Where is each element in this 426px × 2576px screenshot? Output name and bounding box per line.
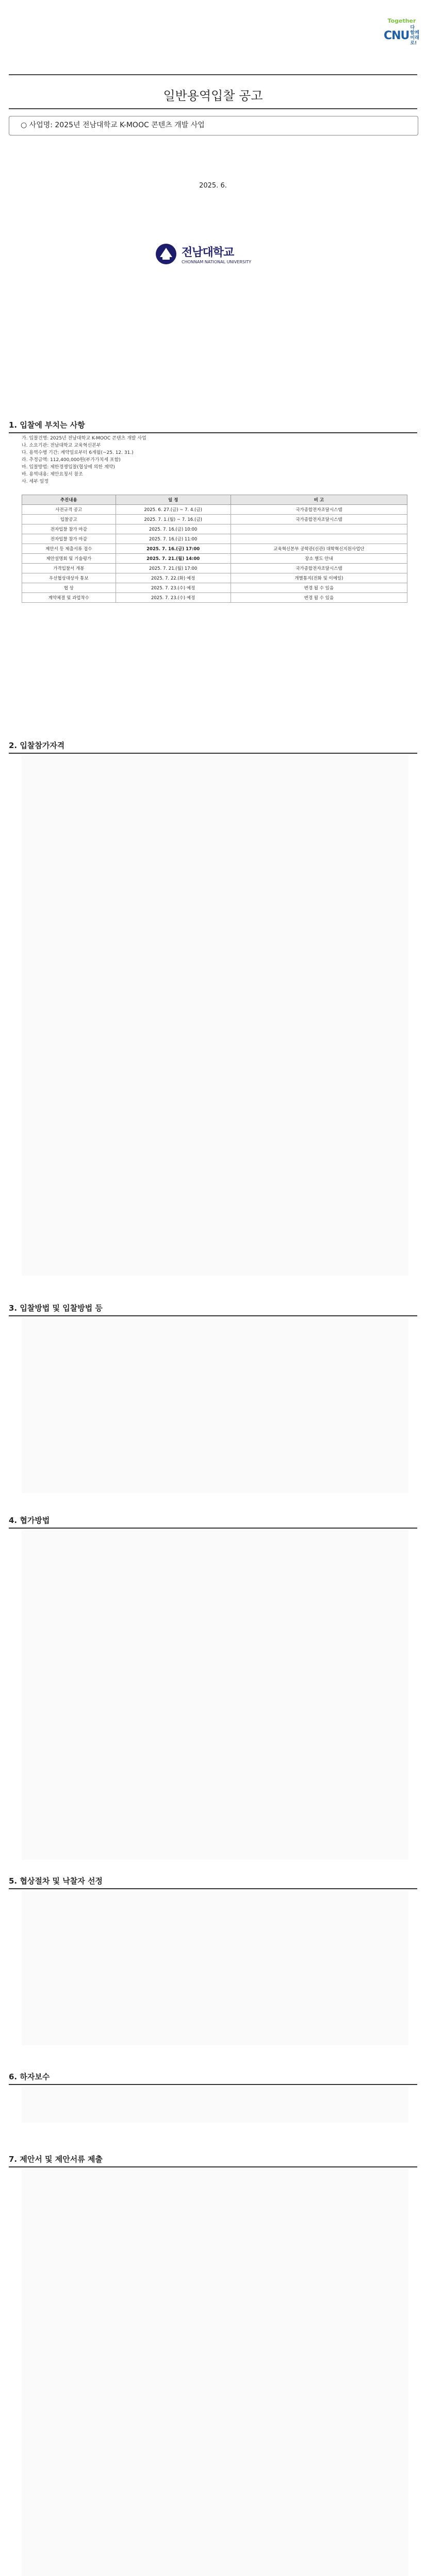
schedule-table: [22, 495, 407, 603]
page-title: 일반용역입찰 공고: [163, 89, 263, 103]
section-7: [9, 2154, 417, 2167]
cnu-slogan-logo: [384, 18, 420, 46]
section-1: [9, 419, 417, 433]
section-4-body: [22, 1530, 408, 1860]
section-3: [9, 1302, 417, 1316]
logo-together: Together: [387, 18, 416, 24]
table-header: 추진내용: [22, 495, 116, 505]
university-logo: [155, 241, 271, 267]
table-row: 우선협상대상자 통보 2025. 7. 22.(화) 예정 개별통지(전화 및 이메일): [22, 573, 407, 583]
section-heading: 3. 입찰방법 및 입찰방법 등: [9, 1303, 103, 1313]
title-bottom-rule: [9, 108, 417, 109]
section-5-body: [22, 1891, 408, 2045]
table-row: 전자입찰 참가 마감 2025. 7. 16.(금) 10:00: [22, 524, 407, 534]
table-row: 사전규격 공고 2025. 6. 27.(금) ~ 7. 4.(금) 국가종합전자조달시스템: [22, 505, 407, 515]
section-5: [9, 1875, 417, 1889]
table-row: 제안서 등 제출서류 접수 2025. 7. 16.(금) 17:00 교육혁신본부 공학관(신관) 대학혁신지원사업단: [22, 544, 407, 554]
table-row: 입찰공고 2025. 7. 1.(월) ~ 7. 16.(금) 국가종합전자조달시스템: [22, 515, 407, 524]
section-heading: 6. 하자보수: [9, 2072, 50, 2081]
section-7-body: [22, 2169, 408, 2576]
project-name: ○ 사업명: 2025년 전남대학교 K-MOOC 콘텐츠 개발 사업: [21, 121, 205, 129]
table-row: 협 상 2025. 7. 23.(수) 예정 변경 될 수 있음: [22, 583, 407, 593]
table-header: 일 정: [116, 495, 231, 505]
table-row: 전자입찰 참가 마감 2025. 7. 16.(금) 11:00: [22, 534, 407, 544]
section-2: [9, 740, 417, 754]
title-top-rule: [9, 74, 417, 75]
table-row: 계약체결 및 과업착수 2025. 7. 23.(수) 예정 변경 될 수 있음: [22, 593, 407, 603]
section-heading: 1. 입찰에 부치는 사항: [9, 420, 85, 430]
section-heading: 4. 협가방법: [9, 1516, 50, 1525]
university-name-en: CHONNAM NATIONAL UNIVERSITY: [182, 260, 252, 264]
section-heading: 2. 입찰참가자격: [9, 741, 65, 750]
logo-cnu: CNU: [384, 29, 409, 42]
section-heading: 5. 협상절차 및 낙찰자 선정: [9, 1876, 103, 1886]
section-2-body: [22, 755, 408, 1276]
section-6-body: [22, 2087, 408, 2123]
notice-date: 2025. 6.: [199, 182, 227, 190]
university-name: 전남대학교: [182, 246, 234, 259]
table-row: 제안설명회 및 기술평가 2025. 7. 21.(월) 14:00 장소 별도 안내: [22, 554, 407, 564]
university-emblem-icon: [155, 243, 177, 265]
section-heading: 7. 제안서 및 제안서류 제출: [9, 2155, 103, 2164]
section-1-body: 가. 입찰건명: 2025년 전남대학교 K-MOOC 콘텐츠 개발 사업 나. 소요기관: 전남대학교 교육혁신본부 다. 용역수행 기간: 계약일로부터 6개월(~25. 12. 31.) 라. 추정금액: 112,400,000원(부가가치세 포함) 마. 입찰방법: 제한경쟁입찰(협상에 의한 계약) 바. 용역내용: 제안요청서 참조 사. 세부 일정: [22, 436, 146, 484]
table-header: 비 고: [231, 495, 407, 505]
section-6: [9, 2071, 417, 2085]
logo-sub: 다 함께 미래로!: [410, 25, 419, 46]
section-4: [9, 1515, 417, 1529]
table-row: 가격입찰서 개봉 2025. 7. 21.(월) 17:00 국가종합전자조달시스템: [22, 564, 407, 573]
section-3-body: [22, 1318, 408, 1493]
